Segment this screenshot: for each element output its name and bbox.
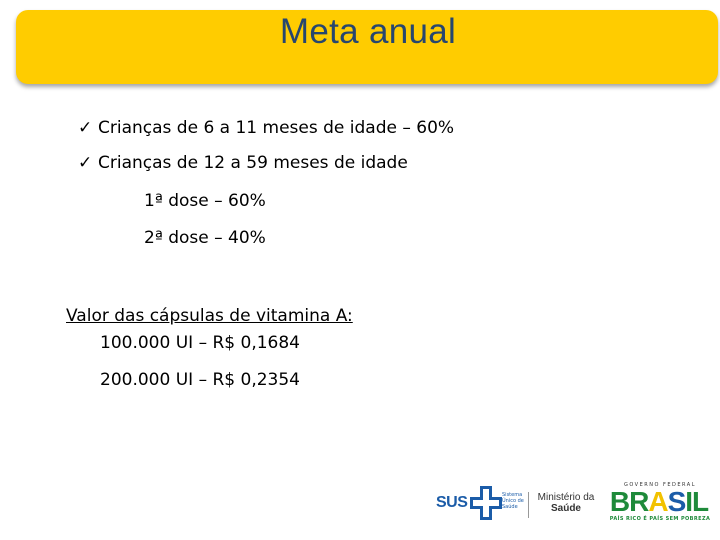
logo-divider	[528, 492, 529, 518]
gov-slogan: PAÍS RICO É PAÍS SEM POBREZA	[609, 516, 711, 522]
dose-2: 2ª dose – 40%	[144, 228, 266, 248]
goal-item-1	[78, 118, 454, 138]
ministry-logo	[534, 492, 598, 514]
brasil-letter-i: I	[685, 486, 693, 517]
brasil-letter-l: L	[692, 486, 709, 517]
brasil-letter-b: B	[609, 486, 630, 517]
checkmark-icon: ✓	[78, 118, 93, 138]
checkmark-icon: ✓	[78, 153, 93, 173]
page-title: Meta anual	[279, 12, 457, 51]
sus-cross-icon	[468, 484, 504, 522]
sus-caption: Sistema Único de Saúde	[502, 492, 524, 510]
ministry-line-1: Ministério da	[537, 492, 595, 503]
goal-item-2	[78, 153, 408, 173]
price-line-1: 100.000 UI – R$ 0,1684	[100, 333, 300, 353]
price-line-2: 200.000 UI – R$ 0,2354	[100, 370, 300, 390]
footer-logos	[430, 480, 716, 528]
gov-federal-label: GOVERNO FEDERAL	[623, 482, 697, 488]
goal-item-2-text: Crianças de 12 a 59 meses de idade	[98, 153, 408, 173]
dose-1: 1ª dose – 60%	[144, 191, 266, 211]
goal-item-1-text: Crianças de 6 a 11 meses de idade – 60%	[98, 118, 455, 138]
brasil-letter-r: R	[629, 486, 649, 517]
prices-heading: Valor das cápsulas de vitamina A:	[66, 306, 353, 326]
brasil-logo	[604, 488, 714, 516]
brasil-letter-s: S	[667, 486, 686, 517]
ministry-line-2: Saúde	[550, 503, 581, 514]
brasil-letter-a: A	[648, 486, 668, 517]
sus-logo-text: SUS	[436, 494, 468, 511]
